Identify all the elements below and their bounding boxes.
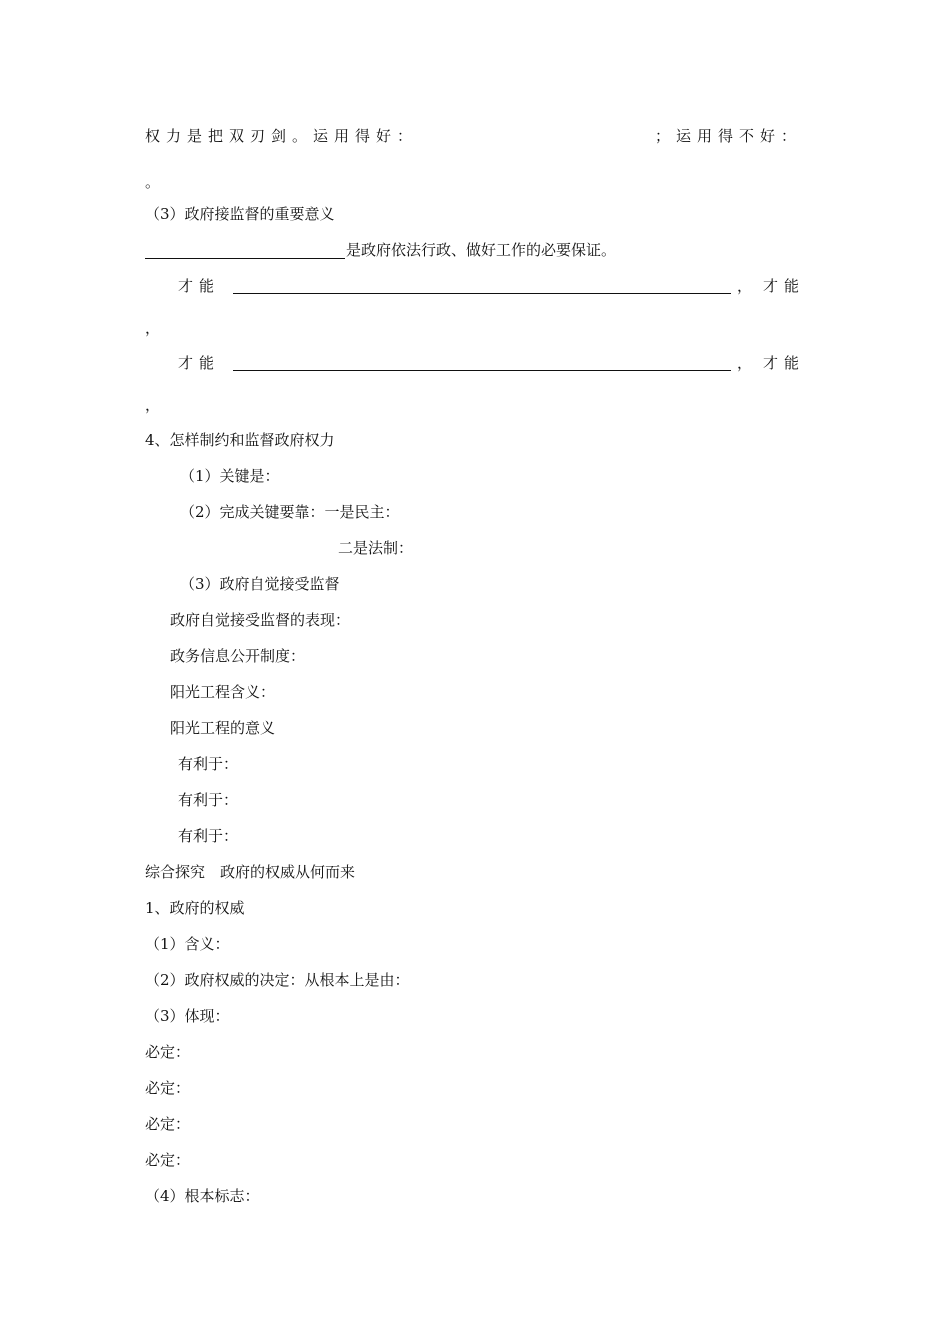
must-line: 必定： [145,1079,191,1097]
key-approach-line: （2）完成关键要靠：一是民主： [180,503,400,521]
supervision-guarantee-text: 是政府依法行政、做好工作的必要保证。 [346,241,617,259]
must-line: 必定： [145,1115,191,1133]
section-heading-supervision-significance: （3）政府接监督的重要意义 [145,205,335,223]
beneficial-line: 有利于： [178,827,239,845]
sunshine-project-significance: 阳光工程的意义 [170,719,276,737]
comma-line: ， [145,319,161,337]
comma: ， [737,277,753,295]
only-then-label: 才能 [178,354,221,372]
comprehensive-inquiry-heading: 综合探究 政府的权威从何而来 [145,863,356,881]
beneficial-line: 有利于： [178,755,239,773]
must-line: 必定： [145,1151,191,1169]
misuse-clause: ；运用得不好： [655,127,803,145]
only-then-label: 才能 [763,354,806,372]
section-heading-restrict-power: 4、怎样制约和监督政府权力 [145,431,335,449]
fill-blank-line[interactable] [145,258,345,259]
authority-determinant-line: （2）政府权威的决定：从根本上是由： [145,971,410,989]
authority-manifestation-line: （3）体现： [145,1007,230,1025]
period-line: 。 [145,173,161,191]
fill-blank-line[interactable] [233,293,731,294]
fundamental-mark-line: （4）根本标志： [145,1187,260,1205]
fill-blank-line[interactable] [233,370,731,371]
must-line: 必定： [145,1043,191,1061]
comma: ， [737,354,753,372]
self-supervision-manifestation: 政府自觉接受监督的表现： [170,611,351,629]
government-authority-heading: 1、政府的权威 [145,899,245,917]
only-then-label: 才能 [178,277,221,295]
authority-definition-line: （1）含义： [145,935,230,953]
sunshine-project-meaning: 阳光工程含义： [170,683,276,701]
double-edged-sword-line: 权力是把双刃剑。运用得好： [145,127,419,145]
comma-line: ， [145,396,161,414]
legal-system-line: 二是法制： [338,539,414,557]
self-supervision-heading: （3）政府自觉接受监督 [180,575,340,593]
key-point-line: （1）关键是： [180,467,280,485]
only-then-label: 才能 [763,277,806,295]
beneficial-line: 有利于： [178,791,239,809]
info-disclosure-line: 政务信息公开制度： [170,647,306,665]
